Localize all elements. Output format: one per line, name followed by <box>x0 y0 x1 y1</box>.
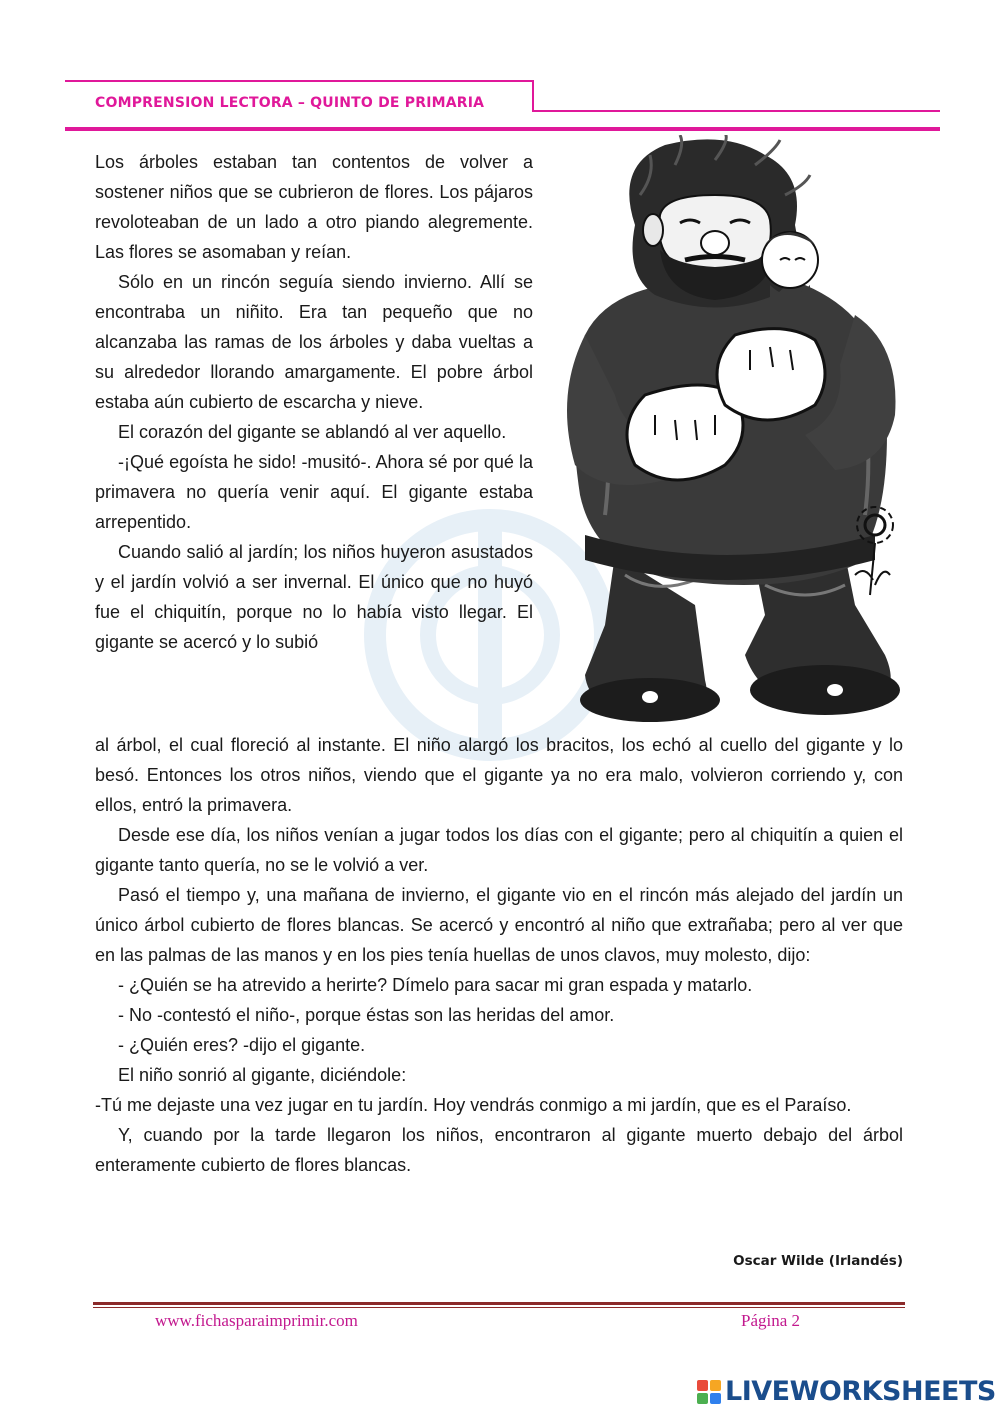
story-paragraph: El corazón del gigante se ablandó al ver aquello. <box>118 422 507 442</box>
dialogue-line: - No -contestó el niño-, porque éstas son las heridas del amor. <box>118 1005 615 1025</box>
story-text-wide <box>95 730 903 1180</box>
story-paragraph: Desde ese día, los niños venían a jugar todos los días con el gigante; pero al chiquitín a quien el gigante tanto quería, no se le volvió a ver. <box>95 825 903 875</box>
story-paragraph: Los árboles estaban tan contentos de volver a sostener niños que se cubrieron de flores. Los pájaros revoloteaban de un lado a otro piando alegremente. Las flores se asomaban y reían. <box>95 152 533 262</box>
story-paragraph: -¡Qué egoísta he sido! -musitó-. Ahora sé por qué la primavera no quería venir aquí. El gigante estaba arrepentido. <box>95 452 533 532</box>
liveworksheets-wordmark: LIVEWORKSHEETS <box>725 1376 996 1407</box>
footer-rule <box>93 1302 905 1305</box>
footer-website-link[interactable]: www.fichasparaimprimir.com <box>155 1311 358 1330</box>
dialogue-line: -Tú me dejaste una vez jugar en tu jardín. Hoy vendrás conmigo a mi jardín, que es el Paraíso. <box>95 1095 852 1115</box>
story-paragraph: Y, cuando por la tarde llegaron los niños, encontraron al gigante muerto debajo del árbol enteramente cubierto de flores blancas. <box>95 1125 903 1175</box>
dialogue-line: - ¿Quién se ha atrevido a herirte? Dímelo para sacar mi gran espada y matarlo. <box>118 975 753 995</box>
page-number: Página 2 <box>741 1311 801 1330</box>
dialogue-line: - ¿Quién eres? -dijo el gigante. <box>118 1035 366 1055</box>
header-right-rule <box>532 110 940 112</box>
footer-rule-thin <box>93 1307 905 1308</box>
story-paragraph: Sólo en un rincón seguía siendo invierno. Allí se encontraba un niñito. Era tan pequeño que no alcanzaba las ramas de los árboles y daba vueltas a su alrededor llorando amargamente. El pobre árbol estaba aún cubierto de escarcha y nieve. <box>95 272 533 412</box>
story-paragraph: al árbol, el cual floreció al instante. El niño alargó los bracitos, los echó al cuello del gigante y lo besó. Entonces los otros niños, viendo que el gigante ya no era malo, volvieron corriendo y, con ellos, entró la primavera. <box>95 735 903 815</box>
story-paragraph: Pasó el tiempo y, una mañana de invierno, el gigante vio en el rincón más alejado del jardín un único árbol cubierto de flores blancas. Se acercó y encontró al niño que extrañaba; pero al ver que en las palmas de las manos y en los pies tenía huellas de unos clavos, muy molesto, dijo: <box>95 885 903 965</box>
story-paragraph: Cuando salió al jardín; los niños huyeron asustados y el jardín volvió a ser invernal. El único que no huyó fue el chiquitín, porque no lo había visto llegar. El gigante se acercó y lo subió <box>95 542 533 652</box>
story-paragraph: El niño sonrió al gigante, diciéndole: <box>118 1065 407 1085</box>
header-bottom-rule <box>65 127 940 131</box>
author-credit: Oscar Wilde (Irlandés) <box>733 1253 903 1269</box>
giant-holding-child-icon <box>555 135 920 725</box>
header-top-rule <box>65 80 533 82</box>
liveworksheets-brand[interactable] <box>696 1376 996 1407</box>
liveworksheets-logo-icon <box>696 1379 722 1405</box>
story-text-narrow <box>95 147 533 657</box>
page-title: COMPRENSION LECTORA – QUINTO DE PRIMARIA <box>95 95 485 111</box>
header-top-rule-corner <box>532 80 534 111</box>
